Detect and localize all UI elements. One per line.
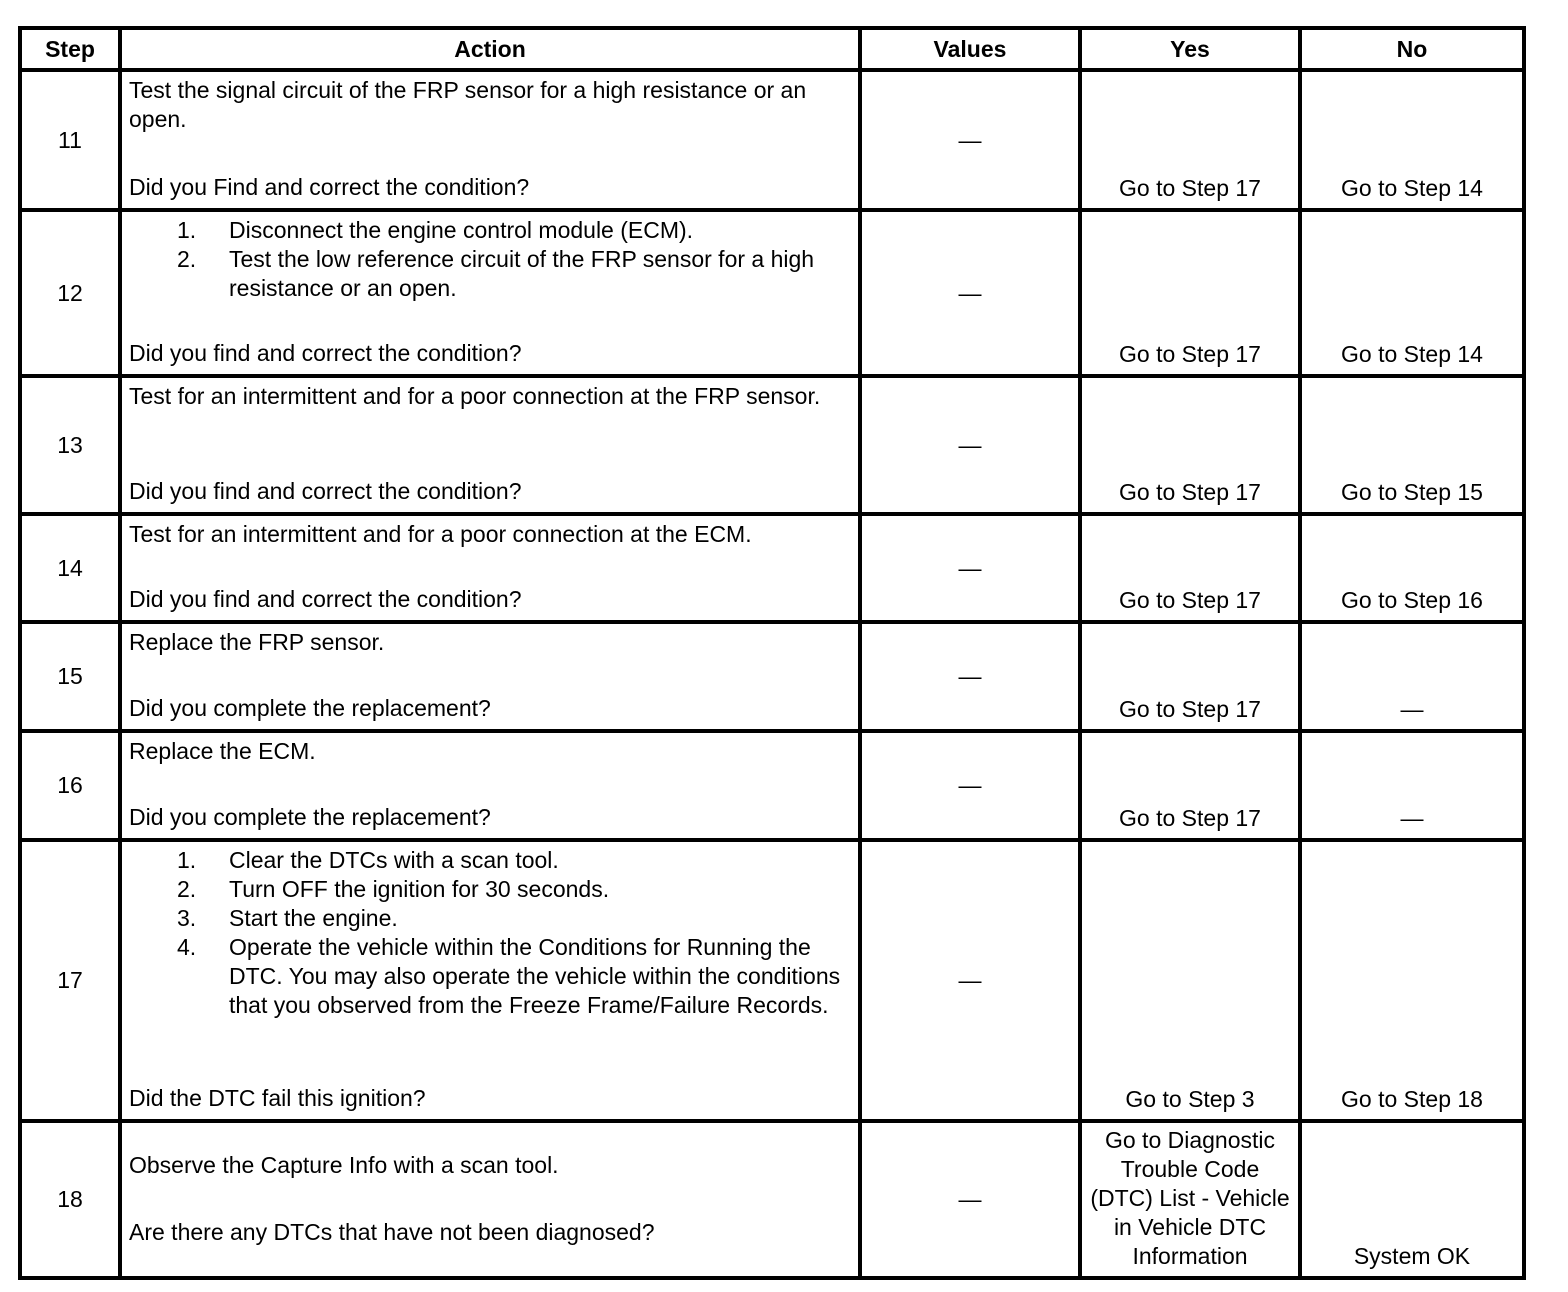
action-text: Replace the FRP sensor. — [129, 629, 385, 655]
action-cell — [120, 514, 860, 622]
table-row — [20, 514, 1524, 622]
list-item: 1. Clear the DTCs with a scan tool. — [177, 847, 559, 873]
action-question: Are there any DTCs that have not been diagnosed? — [129, 1218, 655, 1245]
header-yes: Yes — [1080, 28, 1300, 70]
action-cell — [120, 622, 860, 731]
action-cell — [120, 840, 860, 1121]
no-cell: — — [1300, 731, 1524, 840]
action-question: Did you Find and correct the condition? — [129, 174, 530, 200]
values-cell: — — [860, 376, 1080, 514]
diagnostic-steps-table — [18, 26, 1526, 1280]
action-question: Did you find and correct the condition? — [129, 586, 522, 612]
yes-cell: Go to Step 17 — [1080, 376, 1300, 514]
step-number: 17 — [20, 840, 120, 1121]
action-text: Test for an intermittent and for a poor connection at the ECM. — [129, 521, 752, 547]
yes-cell: Go to Step 17 — [1080, 210, 1300, 376]
table-row — [20, 840, 1524, 1121]
action-question: Did the DTC fail this ignition? — [129, 1085, 426, 1111]
no-cell: Go to Step 15 — [1300, 376, 1524, 514]
action-cell — [120, 376, 860, 514]
yes-cell: Go to Diagnostic Trouble Code (DTC) List - Vehicle in Vehicle DTC Information — [1080, 1121, 1300, 1278]
action-text: Replace the ECM. — [129, 738, 316, 764]
list-item: 1. Disconnect the engine control module (ECM). — [177, 217, 694, 243]
action-text: Observe the Capture Info with a scan tool. — [129, 1151, 559, 1178]
action-question: Did you find and correct the condition? — [129, 478, 522, 504]
action-cell — [120, 1121, 860, 1278]
action-text: Test the signal circuit of the FRP sensor for a high resistance or an open. — [129, 77, 807, 132]
no-cell: System OK — [1300, 1121, 1524, 1278]
header-action: Action — [120, 28, 860, 70]
action-question: Did you complete the replacement? — [129, 695, 491, 721]
step-number: 15 — [20, 622, 120, 731]
list-item: 3. Start the engine. — [177, 905, 398, 931]
action-cell — [120, 210, 860, 376]
step-number: 13 — [20, 376, 120, 514]
list-item: 2. Test the low reference circuit of the FRP sensor for a high resistance or an open. — [177, 246, 815, 301]
no-cell: — — [1300, 622, 1524, 731]
values-cell: — — [860, 210, 1080, 376]
no-cell: Go to Step 16 — [1300, 514, 1524, 622]
values-cell: — — [860, 731, 1080, 840]
step-number: 12 — [20, 210, 120, 376]
values-cell: — — [860, 622, 1080, 731]
values-cell: — — [860, 514, 1080, 622]
values-cell: — — [860, 70, 1080, 210]
list-item: 4. Operate the vehicle within the Conditions for Running the DTC. You may also operate the vehicle within the conditions that you observed from the Freeze Frame/Failure Records. — [177, 934, 841, 1018]
yes-cell: Go to Step 17 — [1080, 731, 1300, 840]
header-row — [20, 28, 1524, 70]
table-row — [20, 622, 1524, 731]
values-cell: — — [860, 1121, 1080, 1278]
step-number: 11 — [20, 70, 120, 210]
action-question: Did you find and correct the condition? — [129, 340, 522, 366]
values-cell: — — [860, 840, 1080, 1121]
yes-cell: Go to Step 3 — [1080, 840, 1300, 1121]
action-list — [129, 846, 850, 1020]
list-item: 2. Turn OFF the ignition for 30 seconds. — [177, 876, 610, 902]
header-no: No — [1300, 28, 1524, 70]
action-text: Test for an intermittent and for a poor connection at the FRP sensor. — [129, 383, 821, 409]
table-row — [20, 210, 1524, 376]
no-cell: Go to Step 14 — [1300, 70, 1524, 210]
table-row — [20, 70, 1524, 210]
yes-cell: Go to Step 17 — [1080, 514, 1300, 622]
table-row — [20, 1121, 1524, 1278]
yes-cell: Go to Step 17 — [1080, 70, 1300, 210]
yes-cell: Go to Step 17 — [1080, 622, 1300, 731]
no-cell: Go to Step 14 — [1300, 210, 1524, 376]
step-number: 16 — [20, 731, 120, 840]
header-step: Step — [20, 28, 120, 70]
step-number: 18 — [20, 1121, 120, 1278]
header-values: Values — [860, 28, 1080, 70]
table-row — [20, 731, 1524, 840]
action-question: Did you complete the replacement? — [129, 804, 491, 830]
table-row — [20, 376, 1524, 514]
action-cell — [120, 70, 860, 210]
no-cell: Go to Step 18 — [1300, 840, 1524, 1121]
action-cell — [120, 731, 860, 840]
step-number: 14 — [20, 514, 120, 622]
action-list — [129, 216, 850, 303]
